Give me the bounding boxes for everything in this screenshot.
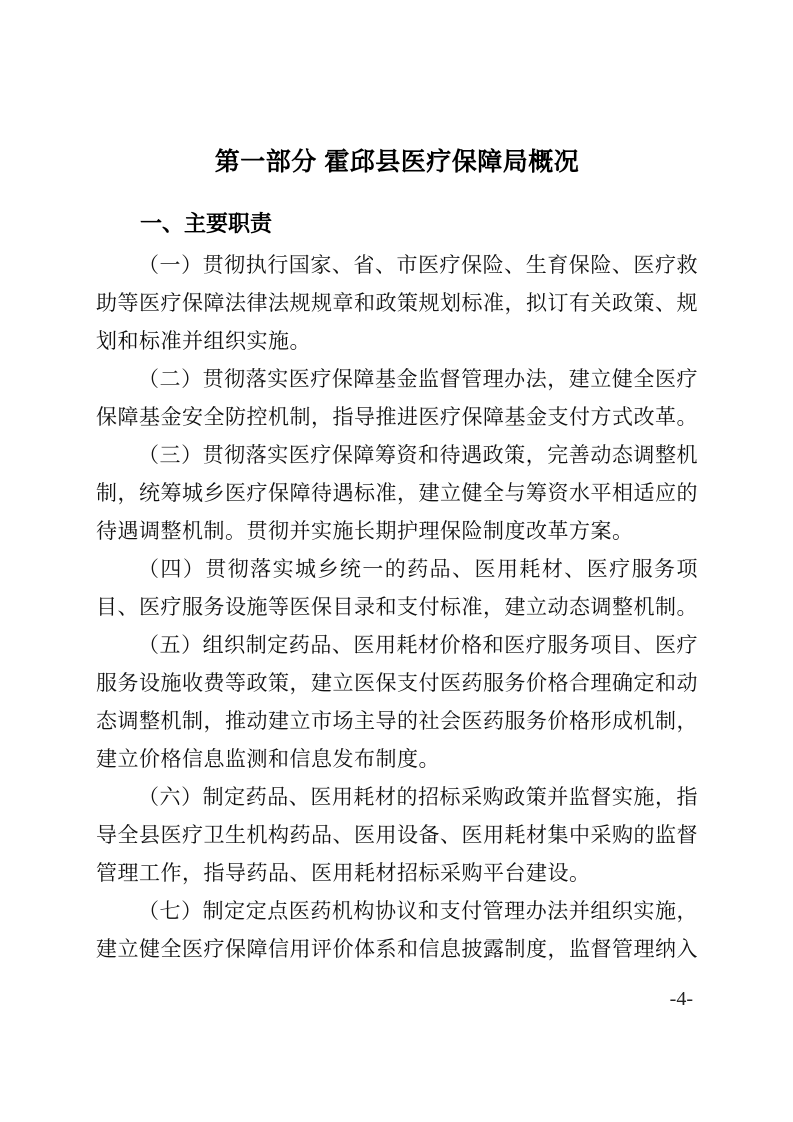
paragraph-item-6: （六）制定药品、医用耗材的招标采购政策并监督实施，指导全县医疗卫生机构药品、医用设备、医用耗材集中采购的监督管理工作，指导药品、医用耗材招标采购平台建设。 <box>96 785 698 885</box>
page-content <box>96 0 698 968</box>
paragraph-item-2: （二）贯彻落实医疗保障基金监督管理办法，建立健全医疗保障基金安全防控机制，指导推进医疗保障基金支付方式改革。 <box>96 367 698 429</box>
page-number: -4- <box>669 988 693 1010</box>
section-heading-main-duties: 一、主要职责 <box>140 211 273 236</box>
paragraph-item-4: （四）贯彻落实城乡统一的药品、医用耗材、医疗服务项目、医疗服务设施等医保目录和支付标准，建立动态调整机制。 <box>96 557 698 619</box>
body-paragraphs <box>96 246 698 968</box>
paragraph-item-1: （一）贯彻执行国家、省、市医疗保险、生育保险、医疗救助等医疗保障法律法规规章和政策规划标准，拟订有关政策、规划和标准并组织实施。 <box>96 253 698 353</box>
paragraph-item-7: （七）制定定点医药机构协议和支付管理办法并组织实施，建立健全医疗保障信用评价体系和信息披露制度，监督管理纳入 <box>96 899 698 961</box>
document-title: 第一部分 霍邱县医疗保障局概况 <box>214 148 580 176</box>
paragraph-item-5: （五）组织制定药品、医用耗材价格和医疗服务项目、医疗服务设施收费等政策，建立医保支付医药服务价格合理确定和动态调整机制，推动建立市场主导的社会医药服务价格形成机制，建立价格信息监测和信息发布制度。 <box>96 633 698 771</box>
paragraph-item-3: （三）贯彻落实医疗保障筹资和待遇政策，完善动态调整机制，统筹城乡医疗保障待遇标准，建立健全与筹资水平相适应的待遇调整机制。贯彻并实施长期护理保险制度改革方案。 <box>96 443 698 543</box>
